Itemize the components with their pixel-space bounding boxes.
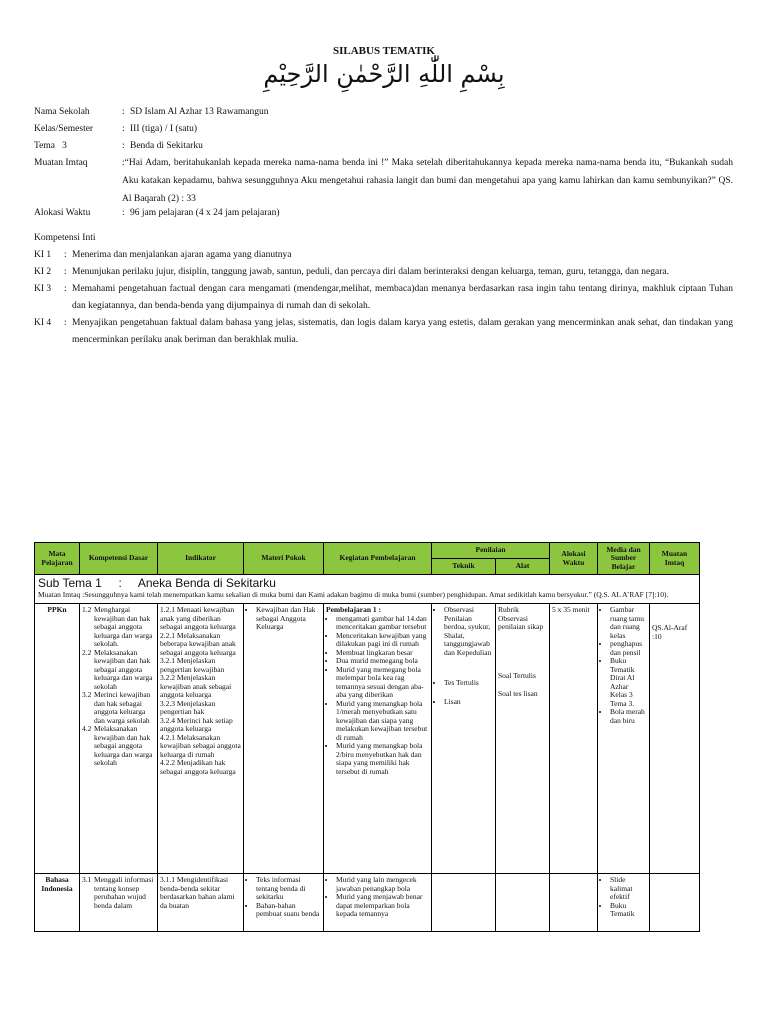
kd-item xyxy=(82,725,155,768)
alat-item: Rubrik Observasi penilaian sikap xyxy=(498,605,544,631)
alokasi-cell xyxy=(550,874,598,932)
colon: : xyxy=(64,250,67,260)
teknik-item: • Observasi Penilaian berdoa, syukur, Shalat, tanggungjawab dan Kepedulian xyxy=(444,606,493,657)
colon: : xyxy=(64,267,67,277)
indikator-item: 3.1.1 Mengidentifikasi benda-benda sekitar berdasarkan bahan alami da buatan xyxy=(160,875,235,910)
materi-item: • Bahan-bahan pembuat suatu benda xyxy=(256,902,321,919)
indikator-cell xyxy=(158,604,244,874)
ki-number: KI 1 xyxy=(34,250,52,260)
imtaq-cell: QS.Al-Araf :10 xyxy=(650,604,700,874)
media-cell xyxy=(598,604,650,874)
media-item: • Bola merah dan biru xyxy=(610,708,647,725)
colon: : xyxy=(122,124,125,134)
colon: : xyxy=(122,208,125,218)
ki-text: Menyajikan pengetahuan faktual dalam bahasa yang jelas, sistematis, dan logis dalam karya yang estetis, dalam gerakan yang mencerminkan anak sehat, dan tindakan yang mencerminkan perilaku anak beriman dan berakhlak mulia. xyxy=(72,318,733,345)
kelas-value: III (tiga) / I (satu) xyxy=(130,124,197,134)
imtaq-value xyxy=(122,154,733,208)
header-mapel: Mata Pelajaran xyxy=(35,543,80,575)
imtaq-label: Muatan Imtaq xyxy=(34,158,88,168)
kegiatan-item: • Murid yang lain mengecek jawaban penangkap bola xyxy=(336,876,429,893)
teknik-item: • Tes Tertulis xyxy=(444,679,493,688)
imtaq-cell xyxy=(650,874,700,932)
subtema-imtaq: Muatan Imtaq :Sesungguhnya kami telah menempatkan kamu sekalian di muka bumi dan Kami adakan bagimu di muka bumi (sumber) penghidupan. Amat sedikitlah kamu bersyukur.” (Q.S. AL A’RAF [7]:10). xyxy=(38,590,669,599)
kd-cell xyxy=(80,874,158,932)
kompetensi-inti-heading: Kompetensi Inti xyxy=(34,233,96,243)
kd-text: Menggali informasi tentang konsep perubahan wujud benda dalam xyxy=(94,875,154,910)
media-item: • Slide kalimat efektif xyxy=(610,876,647,902)
media-cell xyxy=(598,874,650,932)
kegiatan-cell xyxy=(324,874,432,932)
indikator-item: 1.2.1 Menaati kewajiban anak yang diberikan sebagai anggota keluarga xyxy=(160,605,236,631)
indikator-item: 3.2.3 Menjelaskan pengertian hak xyxy=(160,698,216,716)
kegiatan-title: Pembelajaran 1 : xyxy=(326,605,381,614)
kd-cell xyxy=(80,604,158,874)
colon: : xyxy=(122,158,125,168)
header-kegiatan: Kegiatan Pembelajaran xyxy=(324,543,432,575)
syllabus-table xyxy=(34,542,700,932)
kd-text: Merinci kewajiban dan hak sebagai anggota keluarga dan warga sekolah xyxy=(94,690,151,725)
nama-sekolah-value: SD Islam Al Azhar 13 Rawamangun xyxy=(130,107,269,117)
alat-item: Soal tes lisan xyxy=(498,689,538,698)
kegiatan-item: • Murid yang menangkap bola 1/merah menyebutkan satu kewajiban dan siapa yang melakukan kewajiban tersebut di rumah xyxy=(336,700,429,743)
kegiatan-cell xyxy=(324,604,432,874)
tema-label: Tema 3 xyxy=(34,141,67,151)
ki-item xyxy=(34,247,733,264)
table-row xyxy=(35,874,700,932)
materi-cell xyxy=(244,604,324,874)
imtaq-text: “Hai Adam, beritahukanlah kepada mereka nama-nama benda ini !” Maka setelah diberitahukannya kepada mereka nama-nama benda itu, “Bukankah sudah Aku katakan kepadamu, bahwa sesungguhnya Aku mengetahui rahasia langit dan bumi dan mengetahui apa yang kamu lahirkan dan kamu sembunyikan?” QS. Al Baqarah (2) : 33 xyxy=(122,158,733,204)
nama-sekolah-label: Nama Sekolah xyxy=(34,107,90,117)
ki-number: KI 4 xyxy=(34,318,52,328)
mapel-cell: PPKn xyxy=(35,604,80,874)
kd-text: Melaksanakan kewajiban dan hak sebagai anggota keluarga dan warga sekolah xyxy=(94,647,153,691)
mapel-cell: Bahasa Indonesia xyxy=(35,874,80,932)
subtema-row xyxy=(35,575,700,604)
indikator-item: 4.2.1 Melaksanakan kewajiban sebagai anggota keluarga di rumah xyxy=(160,732,241,759)
teknik-cell xyxy=(432,604,496,874)
ki-number: KI 3 xyxy=(34,284,52,294)
header-teknik: Teknik xyxy=(432,559,496,575)
kd-item xyxy=(82,649,155,692)
subtema-title: Sub Tema 1 : Aneka Benda di Sekitarku xyxy=(38,576,276,590)
materi-item: • Teks informasi tentang benda di sekitarku xyxy=(256,876,321,902)
alat-item: Soal Tertulis xyxy=(498,670,536,680)
kegiatan-item: • Menceritakan kewajiban yang dilakukan pagi ini di rumah xyxy=(336,632,429,649)
teknik-item: • Lisan xyxy=(444,698,493,707)
media-item: • Gambar ruang tamu dan ruang kelas xyxy=(610,606,647,640)
ki-item xyxy=(34,315,733,349)
kegiatan-item: • Membuat lingkaran besar xyxy=(336,649,429,658)
ki-text: Memahami pengetahuan factual dengan cara mengamati (mendengar,melihat, membaca)dan menanya berdasarkan rasa ingin tahu tentang dirinya, makhluk ciptaan Tuhan dan kegiatannya, dan benda-benda yang dijumpainya di rumah dan di sekolah. xyxy=(72,284,733,311)
kd-text: Melaksanakan kewajiban dan hak sebagai anggota keluarga dan warga sekolah xyxy=(94,724,153,767)
basmalah-calligraphy: بِسْمِ اللّٰهِ الرَّحْمٰنِ الرَّحِيْمِ xyxy=(263,60,505,88)
ki-number: KI 2 xyxy=(34,267,52,277)
document-title: SILABUS TEMATIK xyxy=(333,45,435,57)
alokasi-value: 96 jam pelajaran (4 x 24 jam pelajaran) xyxy=(130,208,280,218)
kegiatan-item: • Dua murid memegang bola xyxy=(336,657,429,666)
media-item: • penghapus dan pensil xyxy=(610,640,647,657)
materi-cell xyxy=(244,874,324,932)
kd-number: 3.1 xyxy=(82,875,92,884)
kd-number: 4.2 xyxy=(82,724,92,733)
media-item: • Buku Tematik xyxy=(610,902,647,919)
alokasi-label: Alokasi Waktu xyxy=(34,208,91,218)
teknik-cell xyxy=(432,874,496,932)
header-penilaian: Penilaian xyxy=(432,543,550,559)
header-alat: Alat xyxy=(496,559,550,575)
colon: : xyxy=(64,284,67,294)
indikator-item: 4.2.2 Menjadikan hak sebagai anggota keluarga xyxy=(160,758,236,776)
alokasi-cell: 5 x 35 menit xyxy=(550,604,598,874)
indikator-cell xyxy=(158,874,244,932)
alat-cell xyxy=(496,604,550,874)
kd-number: 1.2 xyxy=(82,605,92,614)
kegiatan-item: • Murid yang menjawab benar dapat melemparkan bola kepada temannya xyxy=(336,893,429,919)
indikator-item: 3.2.1 Menjelaskan pengertian kewajiban xyxy=(160,656,225,674)
kd-item xyxy=(82,606,155,649)
colon: : xyxy=(64,318,67,328)
kelas-label: Kelas/Semester xyxy=(34,124,94,134)
kd-text: Menghargai kewajiban dan hak sebagai anggota keluarga dan warga sekolah. xyxy=(94,605,153,648)
ki-text: Menunjukan perilaku jujur, disiplin, tanggung jawab, santun, peduli, dan percaya diri dalam berinteraksi dengan keluarga, teman, guru, tetangga, dan negara. xyxy=(72,267,669,277)
materi-item: • Kewajiban dan Hak sebagai Anggota Keluarga xyxy=(256,606,321,632)
header-materi: Materi Pokok xyxy=(244,543,324,575)
kd-number: 2.2 xyxy=(82,647,92,657)
indikator-item: 2.2.1 Melaksanakan beberapa kewajiban anak sebagai anggota keluarga xyxy=(160,630,236,657)
header-indikator: Indikator xyxy=(158,543,244,575)
header-imtaq: Muatan Imtaq xyxy=(650,543,700,575)
indikator-item: 3.2.4 Merinci hak setiap anggota keluarga xyxy=(160,715,233,733)
table-row xyxy=(35,604,700,874)
header-kd: Kompetensi Dasar xyxy=(80,543,158,575)
kd-item xyxy=(82,691,155,725)
ki-item xyxy=(34,264,733,281)
kd-item xyxy=(82,876,155,910)
media-item: • Buku Tematik Dirat Al Azhar Kelas 3 Tema 3. xyxy=(610,657,647,708)
alat-cell xyxy=(496,874,550,932)
kegiatan-item: • mengamati gambar hal 14.dan menceritakan gambar tersebut xyxy=(336,615,429,632)
colon: : xyxy=(122,141,125,151)
header-media: Media dan Sumber Belajar xyxy=(598,543,650,575)
kd-number: 3.2 xyxy=(82,690,92,699)
indikator-item: 3.2.2 Menjelaskan kewajiban anak sebagai anggota keluarga xyxy=(160,673,232,699)
ki-item xyxy=(34,281,733,315)
header-alokasi: Alokasi Waktu xyxy=(550,543,598,575)
colon: : xyxy=(122,107,125,117)
kegiatan-item: • Murid yang menangkap bola 2/biru menyebutkan hak dan siapa yang memiliki hak tersebut di rumah xyxy=(336,742,429,776)
tema-value: Benda di Sekitarku xyxy=(130,141,203,151)
ki-text: Menerima dan menjalankan ajaran agama yang dianutnya xyxy=(72,250,292,260)
kegiatan-item: • Murid yang memegang bola melempar bola kea rag temannya sesuai dengan aba-aba yang diberikan xyxy=(336,666,429,700)
